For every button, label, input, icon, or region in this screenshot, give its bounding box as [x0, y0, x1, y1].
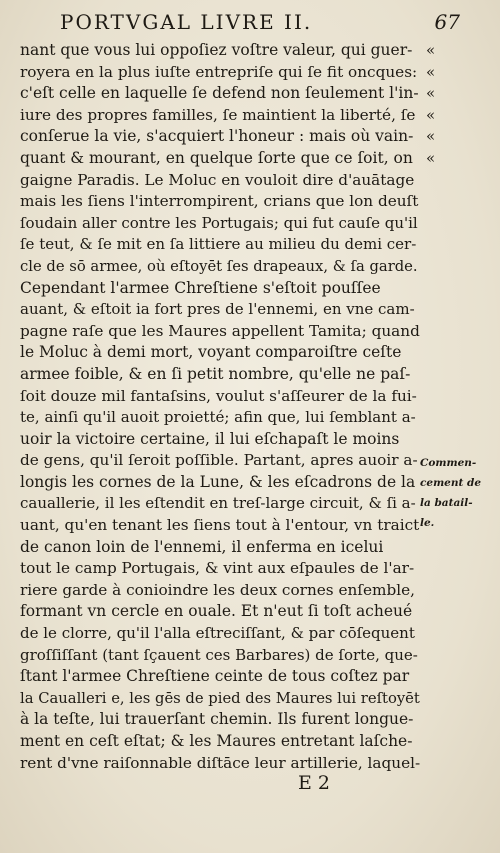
text-line: la Caualleri e, les gēs de pied des Maures lui reſtoyēt	[20, 689, 420, 707]
text-line: riere garde à conioindre les deux cornes enſemble,	[20, 580, 415, 599]
text-line: nant que vous lui oppoſiez voſtre valeur, qui guer-	[20, 41, 413, 59]
signature-mark: E 2	[298, 772, 330, 794]
quotation-mark: «	[426, 127, 436, 146]
page-header	[60, 10, 460, 36]
text-line: uant, qu'en tenant les ſiens tout à l'entour, vn traict	[20, 516, 420, 535]
text-line: Cependant l'armee Chreſtiene s'eſtoit pouſſee	[20, 278, 381, 297]
page-number: 67	[434, 10, 460, 34]
quotation-mark: «	[426, 41, 436, 59]
margin-note-line: la batail-	[420, 497, 473, 509]
running-head: PORTVGAL LIVRE II.	[60, 10, 313, 34]
text-line: ſe teut, & ſe mit en ſa littiere au milieu du demi cer-	[20, 235, 417, 254]
quotation-mark: «	[426, 62, 436, 81]
text-line: cle de sō armee, où eſtoyēt ſes drapeaux, & ſa garde.	[20, 257, 418, 275]
text-line: uoir la victoire certaine, il lui eſchapaſt le moins	[20, 429, 400, 448]
text-line: de le clorre, qu'il l'alla eſtreciſſant, & par cōſequent	[20, 624, 415, 643]
text-line: de canon loin de l'ennemi, il enferma en icelui	[20, 537, 384, 556]
text-line: gaigne Paradis. Le Moluc en vouloit dire d'auātage	[20, 170, 415, 189]
margin-note-line: le.	[420, 517, 435, 529]
text-line: le Moluc à demi mort, voyant comparoiſtre ceſte	[20, 343, 402, 362]
text-line: cauallerie, il les eſtendit en treſ-large circuit, & ſi a-	[20, 494, 416, 513]
margin-note-line: cement de	[420, 477, 482, 489]
text-line: te, ainſi qu'il auoit proietté; afin que, lui ſemblant a-	[20, 408, 416, 427]
text-line: conſerue la vie, s'acquiert l'honeur : mais où vain-	[20, 127, 414, 146]
text-line: pagne raſe que les Maures appellent Tamita; quand	[20, 321, 420, 340]
text-line: mais les ſiens l'interrompirent, crians que lon deuſt	[20, 192, 419, 211]
text-line: rent d'vne raiſonnable diſtāce leur artillerie, laquel-	[20, 753, 420, 772]
text-line: formant vn cercle en ouale. Et n'eut ſi toſt acheué	[20, 602, 413, 621]
margin-note-line: Commen-	[420, 457, 477, 469]
body-text	[20, 40, 420, 774]
quotation-mark: «	[426, 84, 436, 103]
text-line: armee foible, & en ſi petit nombre, qu'elle ne paſ-	[20, 364, 411, 383]
quotation-mark: «	[426, 105, 436, 124]
text-line: quant & mourant, en quelque ſorte que ce ſoit, on	[20, 148, 413, 167]
text-line: longis les cornes de la Lune, & les eſcadrons de la	[20, 472, 416, 491]
quotation-marks-column	[426, 40, 440, 170]
text-line: à la teſte, lui trauerſant chemin. Ils furent longue-	[20, 710, 414, 729]
text-line: c'eſt celle en laquelle ſe defend non ſeulement l'in-	[20, 84, 419, 103]
text-line: ſoudain aller contre les Portugais; qui fut cauſe qu'il	[20, 213, 418, 232]
quotation-mark: «	[426, 148, 436, 167]
text-line: tout le camp Portugais, & vint aux eſpaules de l'ar-	[20, 559, 415, 578]
text-line: groſſiſſant (tant ſçauent ces Barbares) de ſorte, que-	[20, 645, 418, 664]
text-line: ſtant l'armee Chreſtiene ceinte de tous coſtez par	[20, 667, 410, 686]
text-line: royera en la plus iuſte entrepriſe qui ſe fit oncques:	[20, 62, 418, 81]
text-line: ment en ceſt eſtat; & les Maures entretant laſche-	[20, 732, 413, 750]
text-line: de gens, qu'il ſeroit poſſible. Partant, apres auoir a-	[20, 451, 418, 470]
text-line: auant, & eſtoit ia fort pres de l'ennemi, en vne cam-	[20, 300, 415, 319]
text-line: ſoit douze mil fantaſsins, voulut s'aſſeurer de la fui-	[20, 386, 417, 405]
text-line: iure des propres familles, ſe maintient la liberté, ſe	[20, 105, 416, 124]
margin-note	[420, 453, 500, 533]
